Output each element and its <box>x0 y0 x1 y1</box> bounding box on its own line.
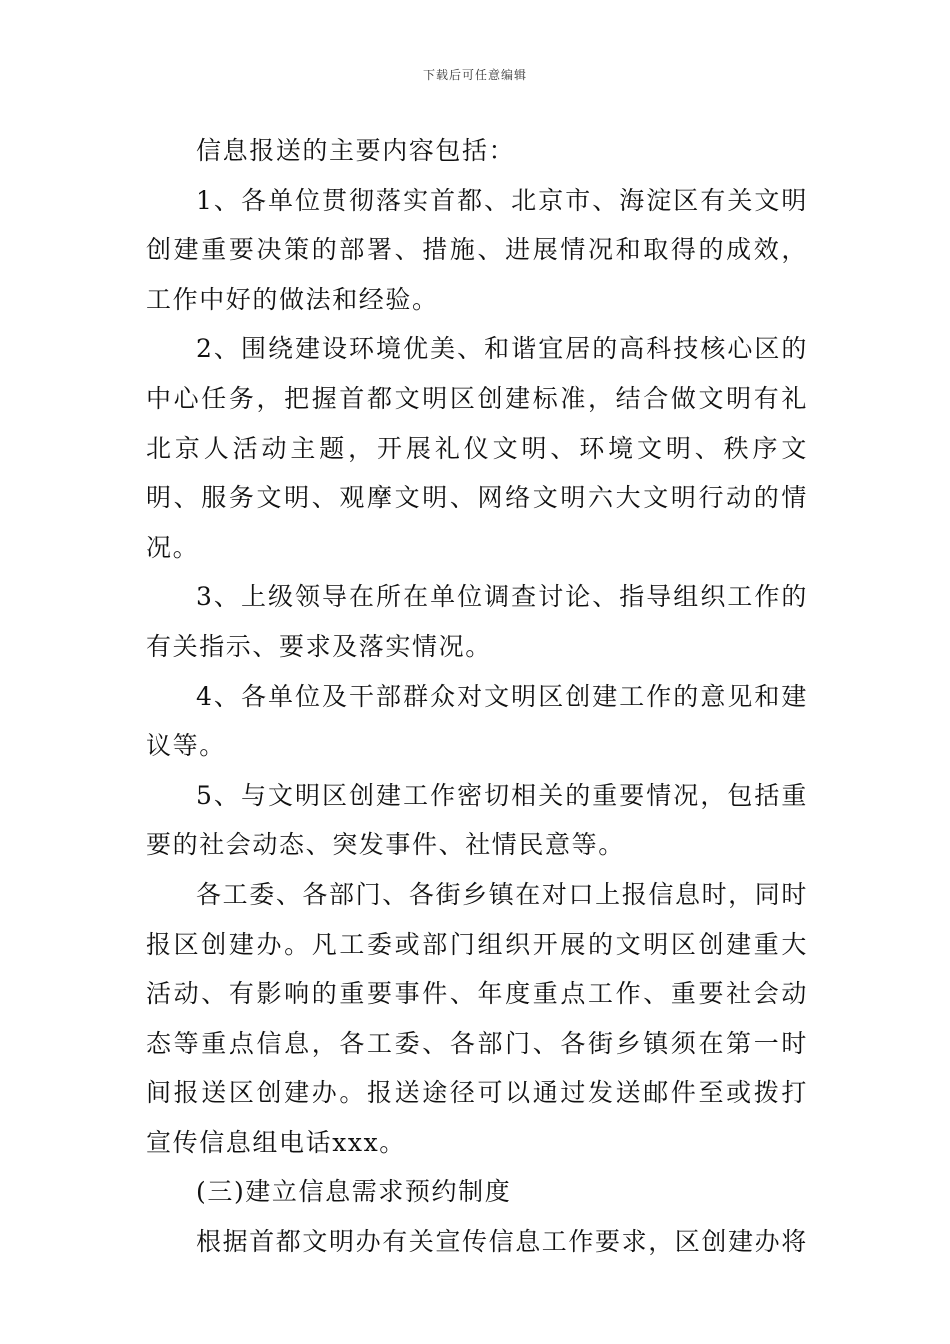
paragraph-item-1: 1、各单位贯彻落实首都、北京市、海淀区有关文明创建重要决策的部署、措施、进展情况和取得的成效，工作中好的做法和经验。 <box>146 185 808 314</box>
paragraph-intro: 信息报送的主要内容包括： <box>196 136 516 165</box>
paragraph-item-4: 4、各单位及干部群众对文明区创建工作的意见和建议等。 <box>146 681 808 761</box>
section-heading: (三)建立信息需求预约制度 <box>196 1177 512 1207</box>
paragraph-item-3: 3、上级领导在所在单位调查讨论、指导组织工作的有关指示、要求及落实情况。 <box>146 582 808 661</box>
paragraph-item-2: 2、围绕建设环境优美、和谐宜居的高科技核心区的中心任务，把握首都文明区创建标准，结合做文明有礼北京人活动主题，开展礼仪文明、环境文明、秩序文明、服务文明、观摩文明、网络文明六大文明行动的情况。 <box>146 334 808 562</box>
document-body <box>146 126 808 1267</box>
paragraph-item-5: 5、与文明区创建工作密切相关的重要情况，包括重要的社会动态、突发事件、社情民意等。 <box>146 780 808 860</box>
paragraph-reporting: 各工委、各部门、各街乡镇在对口上报信息时，同时报区创建办。凡工委或部门组织开展的文明区创建重大活动、有影响的重要事件、年度重点工作、重要社会动态等重点信息，各工委、各部门、各街乡镇须在第一时间报送区创建办。报送途径可以通过发送邮件至或拨打宣传信息组电话xxx。 <box>146 879 808 1157</box>
paragraph-continuation: 根据首都文明办有关宣传信息工作要求，区创建办将 <box>196 1227 808 1257</box>
page-header: 下载后可任意编辑 <box>422 68 527 82</box>
